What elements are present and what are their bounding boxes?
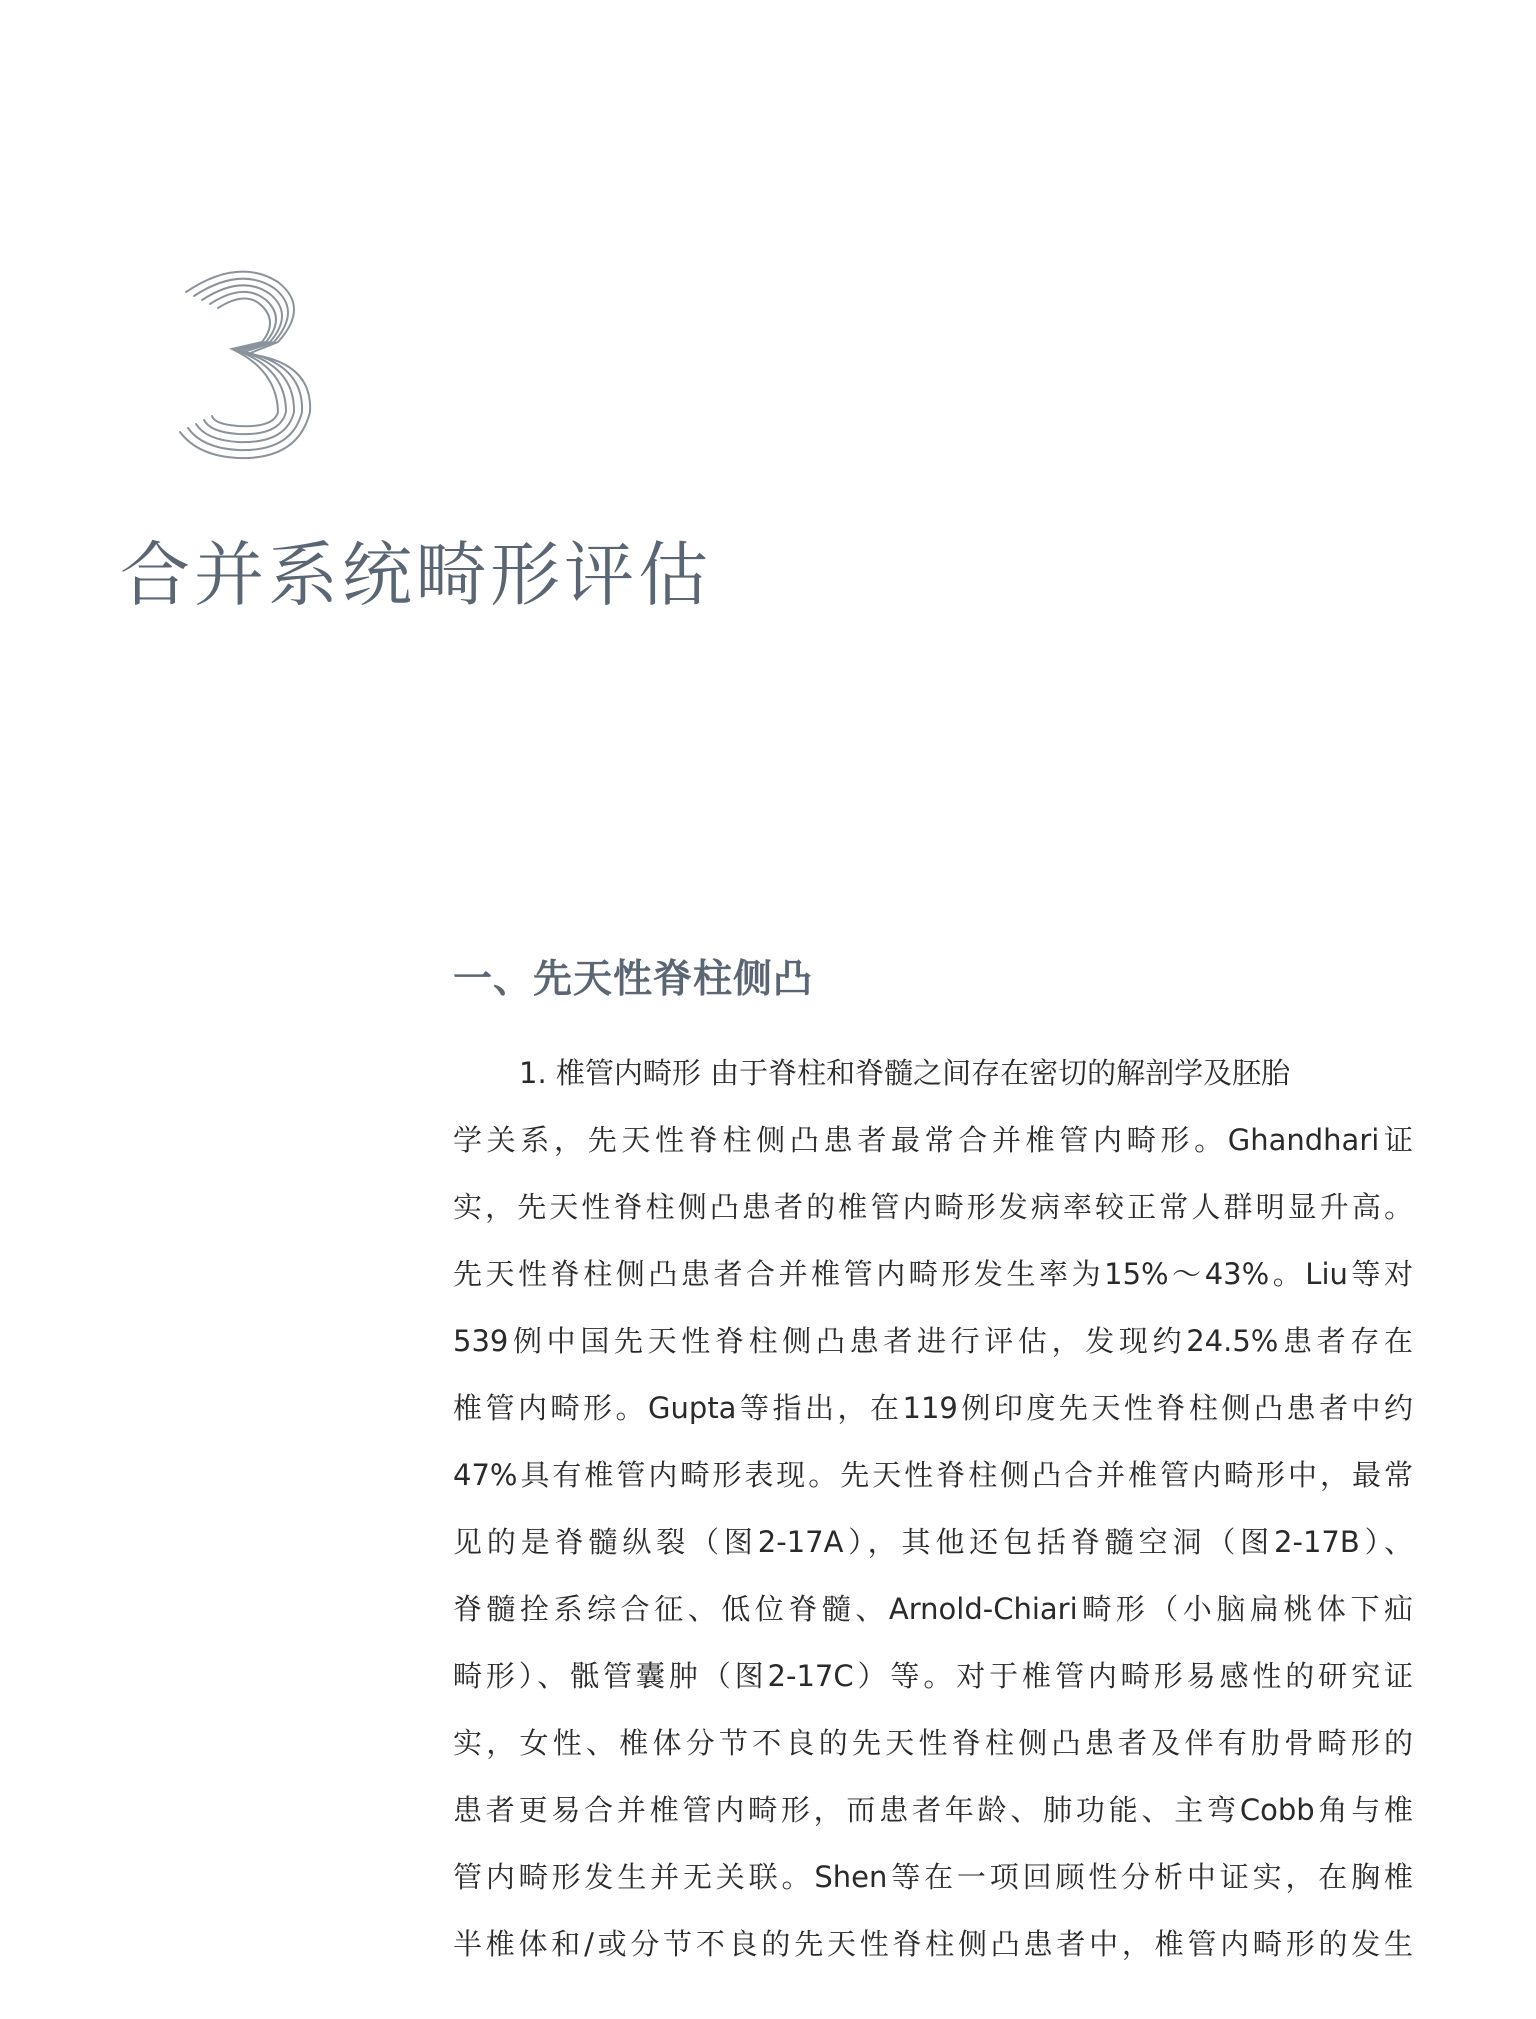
- body-line: 患者更易合并椎管内畸形，而患者年龄、肺功能、主弯Cobb角与椎: [453, 1793, 1413, 1827]
- body-line: 管内畸形发生并无关联。Shen等在一项回顾性分析中证实，在胸椎: [453, 1860, 1413, 1894]
- body-line: 畸形）、骶管囊肿（图2-17C）等。对于椎管内畸形易感性的研究证: [453, 1659, 1413, 1693]
- body-line: 实，先天性脊柱侧凸患者的椎管内畸形发病率较正常人群明显升高。: [453, 1190, 1413, 1224]
- body-line: 47%具有椎管内畸形表现。先天性脊柱侧凸合并椎管内畸形中，最常: [453, 1458, 1413, 1492]
- body-line: 见的是脊髓纵裂（图2-17A），其他还包括脊髓空洞（图2-17B）、: [453, 1525, 1413, 1559]
- body-line: 1. 椎管内畸形 由于脊柱和脊髓之间存在密切的解剖学及胚胎: [519, 1056, 1291, 1090]
- body-line: 半椎体和/或分节不良的先天性脊柱侧凸患者中，椎管内畸形的发生: [453, 1927, 1413, 1961]
- chapter-title: 合并系统畸形评估: [120, 534, 712, 616]
- body-line: 学关系，先天性脊柱侧凸患者最常合并椎管内畸形。Ghandhari证: [453, 1123, 1413, 1157]
- body-line: 实，女性、椎体分节不良的先天性脊柱侧凸患者及伴有肋骨畸形的: [453, 1726, 1413, 1760]
- body-line: 脊髓拴系综合征、低位脊髓、Arnold-Chiari畸形（小脑扁桃体下疝: [453, 1592, 1413, 1626]
- chapter-number-graphic: [178, 262, 318, 462]
- section-heading: 一、先天性脊柱侧凸: [453, 956, 814, 1002]
- chapter-number-3-icon: [178, 262, 318, 462]
- body-line: 先天性脊柱侧凸患者合并椎管内畸形发生率为15%～43%。Liu等对: [453, 1257, 1413, 1291]
- body-line: 椎管内畸形。Gupta等指出，在119例印度先天性脊柱侧凸患者中约: [453, 1391, 1413, 1425]
- body-line: 539例中国先天性脊柱侧凸患者进行评估，发现约24.5%患者存在: [453, 1324, 1413, 1358]
- body-paragraph: [453, 1040, 1413, 1978]
